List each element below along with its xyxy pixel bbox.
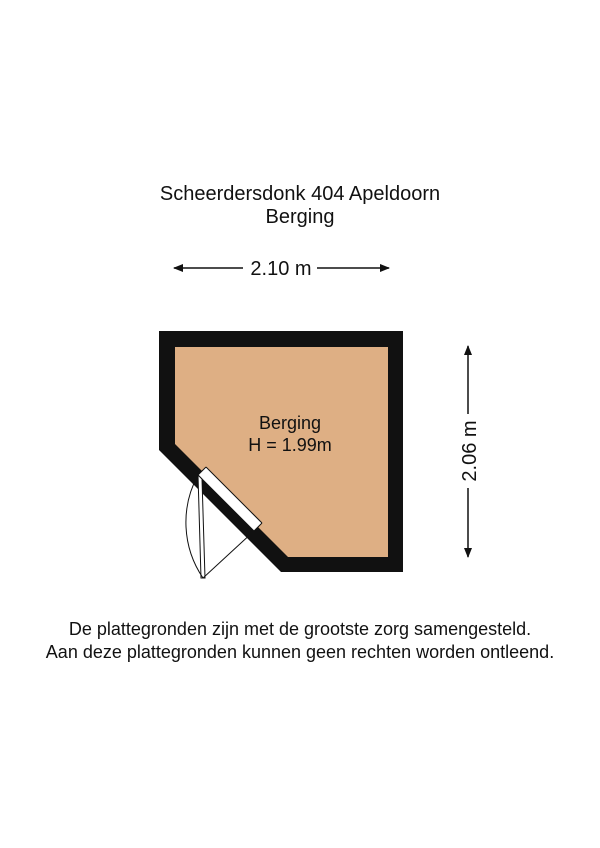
door-swing-chord bbox=[203, 531, 254, 578]
width-dimension bbox=[174, 258, 389, 280]
disclaimer-line-2: Aan deze plattegronden kunnen geen rechten worden ontleend. bbox=[45, 642, 555, 662]
room-height-label: H = 1.99m bbox=[248, 435, 332, 455]
plan-address-title: Scheerdersdonk 404 Apeldoorn bbox=[159, 183, 441, 205]
width-dimension-label: 2.10 m bbox=[250, 258, 312, 280]
room-name-label: Berging bbox=[258, 413, 322, 433]
disclaimer-line-1: De plattegronden zijn met de grootste zorg samengesteld. bbox=[68, 619, 532, 639]
depth-dimension-label: 2.06 m bbox=[459, 420, 481, 482]
plan-floor-title: Berging bbox=[265, 206, 335, 228]
depth-dimension bbox=[459, 346, 481, 557]
